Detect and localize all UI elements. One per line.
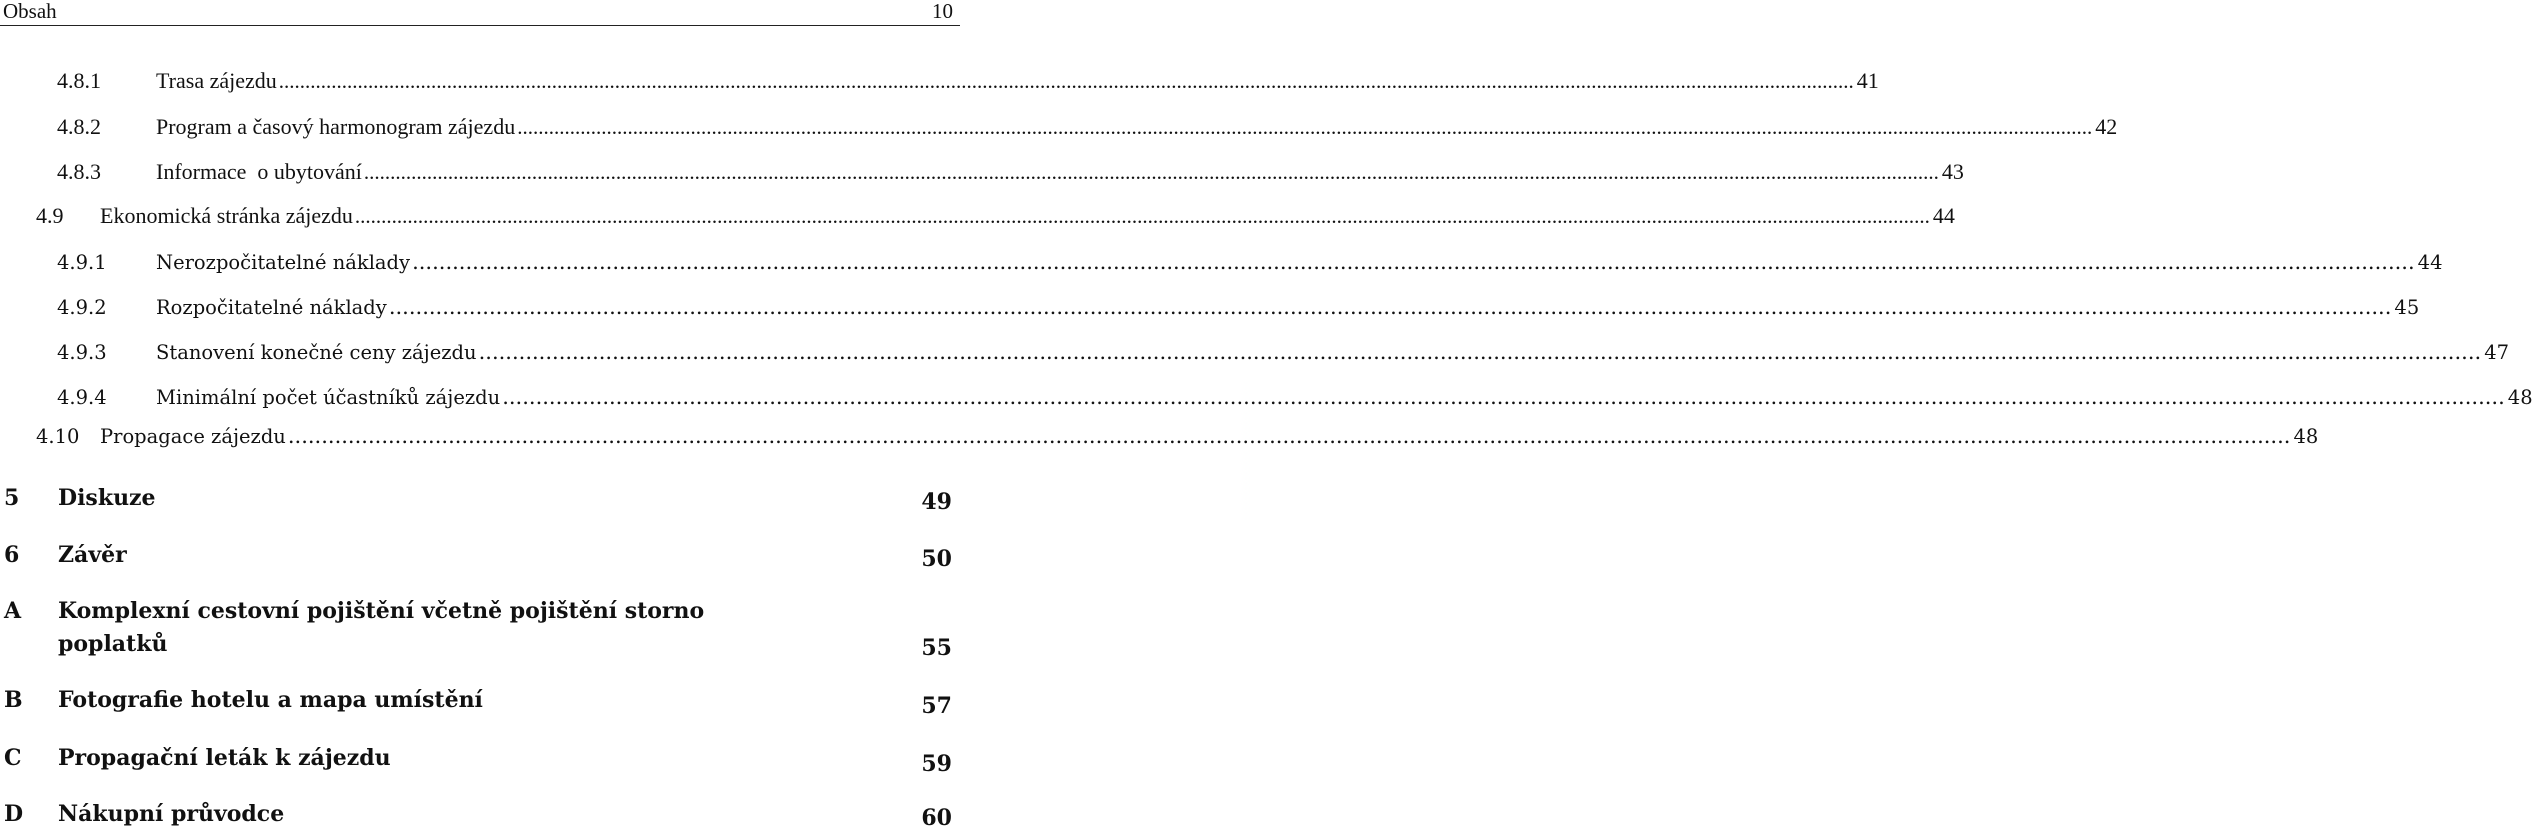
toc-entry[interactable]	[57, 114, 2118, 140]
toc-entry-number: 4.9.2	[57, 296, 107, 319]
toc-entry-title: Rozpočitatelné náklady	[156, 296, 387, 319]
chapter-page: 59	[921, 751, 952, 777]
dot-leader: ............................................................................................................................................................................................................................................................................................................	[517, 115, 2093, 139]
toc-entry[interactable]	[57, 340, 2510, 364]
dot-leader: ............................................................................................................................................................................................................................................................................................................	[412, 250, 2415, 274]
toc-entry-number: 4.8.1	[57, 68, 101, 93]
toc-chapter[interactable]	[0, 598, 960, 662]
toc-entry-page: 48	[2507, 386, 2533, 409]
chapter-number: A	[4, 598, 22, 624]
toc-chapter[interactable]	[0, 745, 960, 775]
toc-entry-page: 45	[2394, 296, 2420, 319]
chapter-title: Fotografie hotelu a mapa umístění	[58, 687, 483, 713]
toc-entry-page: 44	[1932, 203, 1955, 228]
chapter-number: B	[4, 687, 23, 713]
chapter-number: D	[4, 801, 24, 827]
chapter-page: 50	[921, 546, 952, 572]
dot-leader: ............................................................................................................................................................................................................................................................................................................	[354, 204, 1930, 228]
toc-entry-number: 4.9.1	[57, 251, 107, 274]
header-page-number: 10	[932, 0, 953, 23]
chapter-title: Nákupní průvodce	[58, 801, 285, 827]
toc-entry-title: Minimální počet účastníků zájezdu	[156, 386, 501, 409]
chapter-title-continuation: poplatků	[58, 631, 168, 657]
header-section-title: Obsah	[3, 0, 57, 23]
chapter-title: Závěr	[58, 542, 127, 568]
chapter-page: 49	[921, 489, 952, 515]
toc-entry-title: Ekonomická stránka zájezdu	[100, 203, 353, 228]
toc-entry-number: 4.10	[36, 425, 80, 448]
chapter-number: C	[4, 745, 22, 771]
toc-entry-title: Trasa zájezdu	[156, 68, 277, 93]
toc-entry-number: 4.9.4	[57, 386, 107, 409]
toc-entry-page: 43	[1941, 159, 1964, 184]
toc-entry-title: Stanovení konečné ceny zájezdu	[156, 341, 477, 364]
dot-leader: ............................................................................................................................................................................................................................................................................................................	[388, 295, 2392, 319]
running-header	[0, 0, 960, 26]
dot-leader: ............................................................................................................................................................................................................................................................................................................	[478, 340, 2482, 364]
toc-entry-title: Program a časový harmonogram zájezdu	[156, 114, 516, 139]
toc-chapter[interactable]	[0, 485, 960, 515]
toc-entry-page: 41	[1856, 68, 1879, 93]
chapter-page: 55	[921, 635, 952, 661]
chapter-title: Komplexní cestovní pojištění včetně pojištění storno	[58, 598, 705, 624]
toc-entry-number: 4.8.2	[57, 114, 101, 139]
dot-leader: ............................................................................................................................................................................................................................................................................................................	[278, 69, 1854, 93]
dot-leader: ............................................................................................................................................................................................................................................................................................................	[287, 424, 2291, 448]
toc-entry[interactable]	[57, 250, 2443, 274]
toc-entry-number: 4.8.3	[57, 159, 101, 184]
toc-entry[interactable]	[57, 385, 2533, 409]
toc-entry-page: 44	[2417, 251, 2443, 274]
toc-entry[interactable]	[57, 68, 1879, 94]
toc-entry[interactable]	[36, 424, 2319, 448]
toc-entry[interactable]	[57, 295, 2420, 319]
toc-chapter[interactable]	[0, 687, 960, 717]
toc-entry[interactable]	[57, 159, 1964, 185]
toc-chapter[interactable]	[0, 801, 960, 831]
toc-entry-page: 47	[2484, 341, 2510, 364]
chapter-page: 60	[921, 805, 952, 831]
chapter-number: 5	[4, 485, 20, 511]
toc-entry[interactable]	[36, 203, 1955, 229]
toc-entry-number: 4.9.3	[57, 341, 107, 364]
chapter-title: Diskuze	[58, 485, 156, 511]
dot-leader: ............................................................................................................................................................................................................................................................................................................	[502, 385, 2505, 409]
dot-leader: ............................................................................................................................................................................................................................................................................................................	[363, 160, 1939, 184]
chapter-page: 57	[921, 693, 952, 719]
toc-entry-number: 4.9	[36, 203, 64, 228]
toc-entry-title: Propagace zájezdu	[100, 425, 286, 448]
chapter-title: Propagační leták k zájezdu	[58, 745, 391, 771]
toc-entry-title: Nerozpočitatelné náklady	[156, 251, 411, 274]
toc-chapter[interactable]	[0, 542, 960, 572]
toc-entry-page: 48	[2293, 425, 2319, 448]
toc-entry-title: Informace o ubytování	[156, 159, 362, 184]
toc-entry-page: 42	[2095, 114, 2118, 139]
chapter-number: 6	[4, 542, 20, 568]
